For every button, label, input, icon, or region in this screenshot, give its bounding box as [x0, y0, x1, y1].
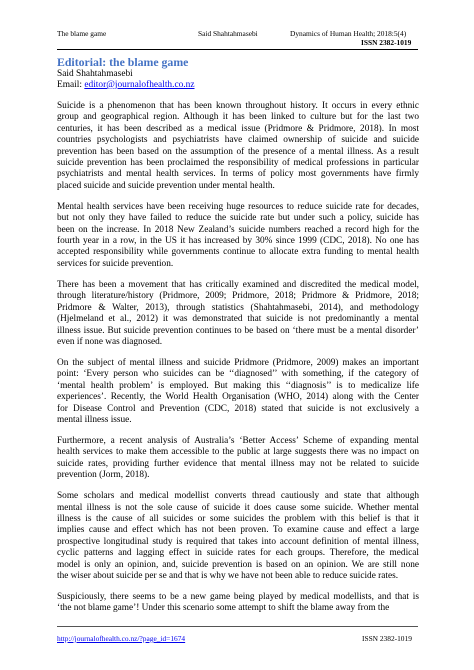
text-line: On the subject of mental illness and suicide Pridmore (Pridmore, 2009) makes an important: [57, 357, 419, 368]
body-paragraph: [57, 491, 419, 582]
text-line: even if none was diagnosed.: [57, 336, 163, 347]
body-paragraph: [57, 358, 419, 426]
body-paragraph: [57, 436, 419, 482]
text-line: Mental health services have been receiving huge resources to reduce suicide rate for decades,: [57, 201, 419, 212]
text-line: point: ‘Every person who suicides can be ‘‘diagnosed’’ with something, if the category of: [57, 369, 419, 380]
text-line: Furthermore, a recent analysis of Australia’s ‘Better Access’ Scheme of expanding mental: [57, 435, 419, 446]
text-line: (Hjelmeland et al., 2012) it was demonstrated that suicide is not predominantly a mental: [57, 314, 419, 325]
text-line: been on the increase. In 2018 New Zealand’s suicide numbers reached a record high for the: [57, 224, 419, 235]
footer-issn: ISSN 2382-1019: [362, 634, 412, 643]
text-line: suicide prevention has been proclaimed the responsibility of medical professions in particular: [57, 158, 419, 169]
text-line: Some scholars and medical modellist converts thread cautiously and state that although: [57, 491, 419, 502]
article-author: Said Shahtahmasebi: [57, 69, 133, 79]
text-line: psychiatrists and mental health services. In terms of policy most governments have firmly: [57, 169, 419, 180]
text-line: mental illness is not the sole cause of suicide it does cause some suicide. Whether mental: [57, 502, 419, 513]
text-line: ‘the not blame game’! Under this scenario some attempt to shift the blame away from the: [57, 603, 390, 614]
text-line: illness is the cause of all suicides or some suicides the problem with this belief is that it: [57, 513, 419, 524]
text-line: the wiser about suicide per se and that is why we have not been able to reduce suicide rates.: [57, 571, 399, 581]
text-line: group and geographical region. Although it has been linked to culture but for the last two: [57, 112, 419, 123]
author-email-link[interactable]: editor@journalofhealth.co.nz: [84, 80, 195, 90]
text-line: for Disease Control and Prevention (CDC, 2018) stated that suicide is not exclusively a: [57, 403, 419, 414]
text-line: through literature/history (Pridmore, 2009; Pridmore, 2018; Pridmore & Pridmore, 2018;: [57, 291, 419, 302]
text-line: but not only they have failed to reduce the suicide rate but under such a policy, suicide has: [57, 213, 419, 224]
text-line: implies cause and effect which has not been proven. To examine cause and effect a large: [57, 525, 419, 536]
text-line: prevention has been based on the assumption of the presence of a mental illness. As a result: [57, 146, 419, 157]
body-paragraph: [57, 592, 419, 615]
footer-rule: [57, 626, 418, 627]
text-line: experiences’. Recently, the World Health Organisation (WHO, 2014) along with the Center: [57, 392, 419, 403]
text-line: Suicide is a phenomenon that has been known throughout history. It occurs in every ethnic: [57, 101, 419, 111]
text-line: centuries, it has been described as a medical issue (Pridmore & Pridmore, 2018). In most: [57, 123, 419, 134]
running-header-author: Said Shahtahmasebi: [198, 29, 258, 38]
text-line: fourth year in a row, in the US it has increased by 30% since 1999 (CDC, 2018). No one has: [57, 236, 419, 247]
body-paragraph: [57, 101, 419, 192]
text-line: illness issue. But suicide prevention continues to be based on ‘there must be a mental disorder’: [57, 325, 419, 336]
text-line: suicide rates, providing further evidence that mental illness may not be related to suicide: [57, 458, 419, 469]
text-line: There has been a movement that has critically examined and discredited the medical model,: [57, 279, 419, 290]
body-paragraph: [57, 202, 419, 270]
text-line: Pridmore & Walter, 2013), through statistics (Shahtahmasebi, 2014), and methodology: [57, 302, 419, 313]
text-line: cyclic patterns and lagging effect in suicide rates for each groups. Therefore, the medical: [57, 548, 419, 559]
text-line: services for suicide prevention.: [57, 258, 174, 269]
email-label: Email:: [57, 80, 85, 90]
text-line: ‘mental health problem’ is employed. But making this ‘‘diagnosis’’ is to medicalize life: [57, 380, 419, 391]
running-header-issn: ISSN 2382-1019: [361, 38, 412, 47]
article-title: Editorial: the blame game: [57, 55, 189, 69]
footer-url-link[interactable]: http://journalofhealth.co.nz/?page_id=1674: [57, 634, 186, 643]
text-line: accepted responsibility while governments continue to allocate extra funding to mental health: [57, 247, 419, 258]
text-line: Suspiciously, there seems to be a new game being played by medical modellists, and that is: [57, 592, 419, 602]
text-line: prevention (Jorm, 2018).: [57, 470, 150, 481]
article-body: [57, 101, 419, 624]
text-line: mental illness issue.: [57, 414, 132, 425]
text-line: model is only an opinion, and, suicide prevention is based on an opinion. We are still none: [57, 559, 419, 570]
running-header-title: The blame game: [57, 29, 107, 38]
text-line: health services to make them accessible to the public at large suggests there was no impact on: [57, 447, 419, 458]
text-line: placed suicide and suicide prevention under mental health.: [57, 180, 275, 191]
running-header-journal: Dynamics of Human Health; 2018:5(4): [290, 29, 407, 38]
text-line: prospective longitudinal study is required that takes into account definition of mental illness,: [57, 536, 419, 547]
body-paragraph: [57, 280, 419, 348]
text-line: countries psychologists and psychiatrists have claimed ownership of suicide and suicide: [57, 135, 419, 146]
header-rule: [57, 49, 418, 50]
author-email-line: [57, 79, 195, 91]
